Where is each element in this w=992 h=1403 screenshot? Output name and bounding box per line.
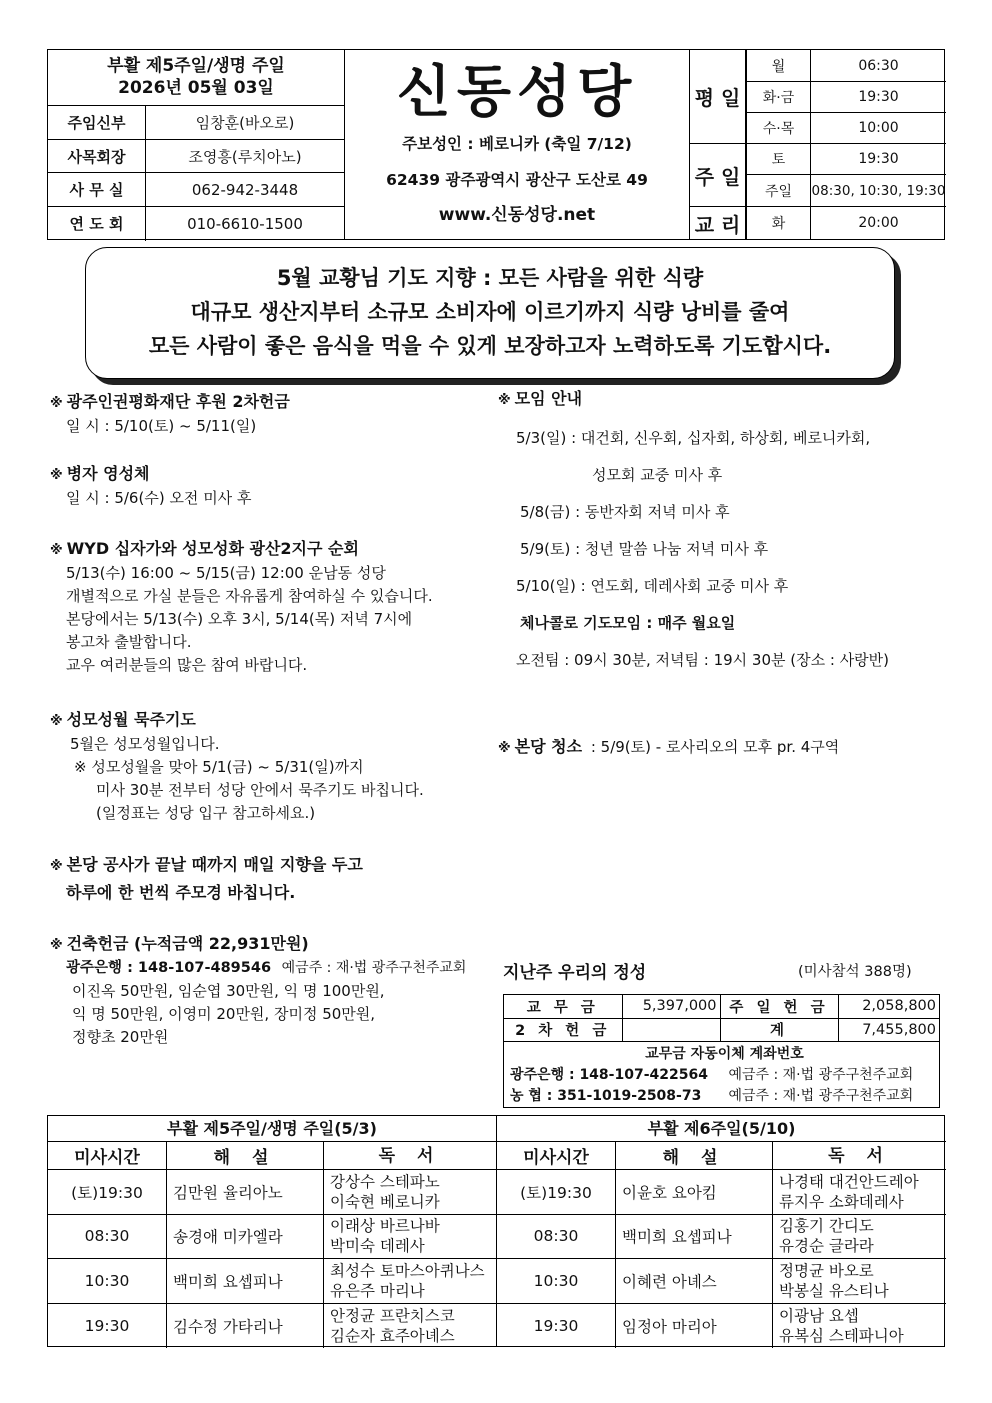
reader: 나경태 대건안드레아 [779, 1172, 919, 1191]
notice-wyd [50, 537, 490, 677]
mass-time: 10:30 [48, 1259, 167, 1303]
info-row [48, 106, 344, 140]
info-value: 062-942-3448 [191, 180, 299, 199]
mass-time: (토)19:30 [497, 1170, 616, 1214]
reference-mark-icon: ※ [50, 396, 63, 411]
offering-label: 2 차 헌 금 [504, 1018, 622, 1041]
info-value: 임창훈(바오로) [195, 113, 295, 132]
notice-line: 봉고차 출발합니다. [66, 633, 192, 651]
offering-label: 주 일 헌 금 [720, 995, 838, 1018]
schedule-title: 부활 제5주일/생명 주일(5/3) [48, 1116, 496, 1142]
offering-label: 계 [720, 1018, 838, 1041]
prayer-meeting-title: 체나콜로 기도모임 : 매주 월요일 [520, 614, 736, 632]
parish-address: 62439 광주광역시 광산구 도산로 49 [386, 171, 648, 189]
banner-line: 모든 사람이 좋은 음식을 먹을 수 있게 보장하고자 노력하도록 기도합시다. [148, 334, 832, 358]
meeting-line: 5/3(일) : 대건회, 신우회, 십자회, 하상회, 베로니카회, [516, 429, 871, 447]
notice-line: (일정표는 성당 입구 참고하세요.) [96, 804, 316, 822]
sunday-label: 주 일 [690, 144, 746, 207]
table-row [497, 1170, 946, 1215]
info-row [48, 173, 344, 207]
meeting-line: 5/9(토) : 청년 말씀 나눔 저녁 미사 후 [520, 540, 769, 558]
commentator: 김만원 율리아노 [167, 1170, 324, 1214]
bank-account: 광주은행 : 148-107-422564 [510, 1066, 708, 1083]
schedule-week-1 [48, 1116, 497, 1346]
offering-title: 지난주 우리의 정성 [503, 963, 647, 983]
prayer-intention-banner [85, 247, 895, 379]
mass-times [690, 50, 946, 239]
meeting-line: 5/8(금) : 동반자회 저녁 미사 후 [520, 503, 730, 521]
issue-title [48, 50, 344, 106]
reference-mark-icon: ※ [498, 741, 511, 756]
offering-row [504, 995, 939, 1018]
offering-label: 교 무 금 [504, 995, 622, 1018]
table-row [497, 1304, 946, 1349]
account-holder: 예금주 : 재·법 광주구천주교회 [281, 960, 467, 976]
header-mass-time: 미사시간 [497, 1142, 616, 1169]
reader: 박미숙 데레사 [330, 1237, 425, 1256]
header-info [48, 50, 345, 239]
commentator: 백미희 요셉피나 [616, 1215, 773, 1259]
reader: 강상수 스테파노 [330, 1172, 440, 1191]
mass-day: 화 [746, 207, 811, 239]
issue-date: 2026년 05월 03일 [118, 78, 274, 98]
mass-time: 19:30 [858, 89, 899, 105]
header-brand [345, 50, 690, 239]
auto-transfer-info [504, 1042, 939, 1107]
offering-amount: 7,455,800 [838, 1018, 939, 1041]
mass-day: 주일 [746, 175, 811, 206]
offering-table [504, 995, 939, 1042]
info-key: 사목회장 [48, 140, 146, 173]
notice-title: 본당 청소 [514, 737, 583, 756]
meeting-line: 5/10(일) : 연도회, 데레사회 교중 미사 후 [516, 577, 789, 595]
notice-title: 본당 공사가 끝날 때까지 매일 지향을 두고 [66, 855, 363, 874]
donor-line: 이진옥 50만원, 임순엽 30만원, 익 명 100만원, [72, 982, 385, 1000]
mass-day: 월 [746, 50, 811, 81]
table-row [48, 1215, 496, 1260]
notice-body: 일 시 : 5/10(토) ~ 5/11(일) [66, 417, 257, 435]
reference-mark-icon: ※ [50, 714, 63, 729]
table-row [48, 1304, 496, 1349]
reader: 정명균 바오로 [779, 1261, 874, 1280]
mass-time: 19:30 [858, 151, 899, 167]
mass-time: 06:30 [858, 57, 899, 74]
notice-donation [50, 390, 490, 438]
info-key: 사 무 실 [48, 173, 146, 206]
reference-mark-icon: ※ [498, 393, 511, 408]
offering-box [503, 994, 940, 1108]
donor-line: 익 명 50만원, 이영미 20만원, 장미정 50만원, [72, 1005, 376, 1023]
mass-time: 08:30 [48, 1215, 167, 1259]
notice-line: 본당에서는 5/13(수) 오후 3시, 5/14(목) 저녁 7시에 [66, 610, 413, 628]
lector-schedule [47, 1115, 945, 1347]
reader: 박봉실 유스티나 [779, 1281, 889, 1300]
notice-cleaning [498, 735, 943, 760]
notice-title: 광주인권평화재단 후원 2차헌금 [66, 392, 290, 411]
commentator: 송경애 미카엘라 [167, 1215, 324, 1259]
bank-account: 광주은행 : 148-107-489546 [66, 960, 272, 976]
patron-saint: 주보성인 : 베로니카 (축일 7/12) [402, 135, 632, 153]
commentator: 임정아 마리아 [616, 1304, 773, 1349]
offering-row [504, 1018, 939, 1041]
reference-mark-icon: ※ [50, 859, 63, 874]
commentator: 이혜련 아녜스 [616, 1259, 773, 1303]
header [47, 49, 945, 240]
reader: 류지우 소화데레사 [779, 1192, 904, 1211]
mass-time: (토)19:30 [48, 1170, 167, 1214]
notice-line: 개별적으로 가실 분들은 자유롭게 참여하실 수 있습니다. [66, 587, 433, 605]
table-row [497, 1259, 946, 1304]
notice-title: 성모성월 묵주기도 [66, 710, 196, 729]
parish-website[interactable]: www.신동성당.net [438, 205, 596, 225]
account-holder: 예금주 : 재·법 광주구천주교회 [728, 1087, 914, 1104]
reference-mark-icon: ※ [50, 468, 63, 483]
reference-mark-icon: ※ [50, 543, 63, 558]
info-value: 010-6610-1500 [187, 214, 303, 233]
notice-title: WYD 십자가와 성모성화 광산2지구 순회 [66, 539, 359, 558]
donor-line: 정향초 20만원 [72, 1028, 169, 1046]
reader: 김순자 효주아녜스 [330, 1326, 455, 1345]
notice-body: : 5/9(토) - 로사리오의 모후 pr. 4구역 [590, 738, 840, 756]
mass-day: 화·금 [746, 82, 811, 112]
table-row [48, 1259, 496, 1304]
info-key: 주임신부 [48, 106, 146, 139]
reader: 유복심 스테파니아 [779, 1326, 904, 1345]
weekday-label: 평 일 [690, 50, 746, 144]
notice-building-fund [50, 932, 495, 1049]
notice-meetings [498, 388, 943, 679]
info-row [48, 207, 344, 241]
banner-line: 5월 교황님 기도 지향 : 모든 사람을 위한 식량 [276, 266, 704, 290]
banner-line: 대규모 생산지부터 소규모 소비자에 이르기까지 식량 낭비를 줄여 [190, 300, 790, 324]
info-key: 연 도 회 [48, 207, 146, 241]
offering-amount: 5,397,000 [622, 995, 720, 1018]
account-holder: 예금주 : 재·법 광주구천주교회 [728, 1066, 914, 1083]
reader: 최성수 토마스아퀴나스 [330, 1261, 485, 1280]
reader: 유은주 마리나 [330, 1281, 425, 1300]
offering-amount: 2,058,800 [838, 995, 939, 1018]
mass-day: 토 [746, 144, 811, 174]
mass-day: 수·목 [746, 113, 811, 143]
bank-account: 농 협 : 351-1019-2508-73 [510, 1087, 702, 1104]
info-value: 조영흥(루치아노) [188, 147, 302, 166]
commentator: 백미희 요셉피나 [167, 1259, 324, 1303]
reader: 이숙현 베로니카 [330, 1192, 440, 1211]
offering-amount [622, 1018, 720, 1041]
commentator: 김수정 가타리나 [167, 1304, 324, 1349]
reader: 이광남 요셉 [779, 1306, 859, 1325]
parish-name: 신동성당 [396, 60, 638, 125]
notice-rosary [50, 708, 490, 825]
prayer-meeting-time: 오전팀 : 09시 30분, 저녁팀 : 19시 30분 (장소 : 사랑반) [516, 651, 890, 669]
notice-line: 교우 여러분들의 많은 참여 바랍니다. [66, 656, 308, 674]
mass-time: 20:00 [858, 215, 899, 231]
mass-time: 10:30 [497, 1259, 616, 1303]
notice-line: ※ 성모성월을 맞아 5/1(금) ~ 5/31(일)까지 [74, 758, 364, 776]
schedule-week-2 [497, 1116, 946, 1346]
schedule-header-row [497, 1142, 946, 1170]
header-commentator: 해 설 [616, 1142, 773, 1169]
notice-line: 5월은 성모성월입니다. [70, 735, 220, 753]
schedule-header-row [48, 1142, 496, 1170]
header-readers: 독 서 [828, 1145, 891, 1166]
notice-title: 건축헌금 (누적금액 22,931만원) [66, 934, 309, 953]
mass-time: 08:30 [497, 1215, 616, 1259]
notice-construction-prayer [50, 852, 490, 906]
reference-mark-icon: ※ [50, 938, 63, 953]
mass-time: 19:30 [497, 1304, 616, 1349]
issue-feast: 부활 제5주일/생명 주일 [107, 56, 285, 76]
table-row [497, 1215, 946, 1260]
meeting-line: 성모회 교중 미사 후 [592, 466, 723, 484]
header-commentator: 해 설 [167, 1142, 324, 1169]
mass-time: 08:30, 10:30, 19:30 [811, 182, 946, 199]
reader: 유경순 글라라 [779, 1237, 874, 1256]
auto-transfer-title: 교무금 자동이체 계좌번호 [645, 1045, 804, 1062]
header-readers: 독 서 [378, 1145, 442, 1166]
mass-time: 10:00 [858, 120, 899, 136]
table-row [48, 1170, 496, 1215]
notice-title: 병자 영성체 [66, 464, 150, 483]
reader: 안정균 프란치스코 [330, 1306, 455, 1325]
notice-line: 미사 30분 전부터 성당 안에서 묵주기도 바칩니다. [96, 781, 424, 799]
notice-communion [50, 462, 490, 510]
reader: 이래상 바르나바 [330, 1217, 440, 1236]
notice-title: 하루에 한 번씩 주모경 바칩니다. [66, 883, 296, 902]
notice-line: 5/13(수) 16:00 ~ 5/15(금) 12:00 운남동 성당 [66, 564, 386, 582]
reader: 김홍기 간디도 [779, 1217, 874, 1236]
attendance-note: (미사참석 388명) [798, 964, 912, 980]
catechism-label: 교 리 [690, 207, 746, 239]
schedule-title: 부활 제6주일(5/10) [497, 1116, 946, 1142]
commentator: 이윤호 요아킴 [616, 1170, 773, 1214]
notice-title: 모임 안내 [514, 389, 583, 408]
info-row [48, 140, 344, 174]
header-mass-time: 미사시간 [48, 1142, 167, 1169]
notice-body: 일 시 : 5/6(수) 오전 미사 후 [66, 489, 252, 507]
mass-time: 19:30 [48, 1304, 167, 1349]
